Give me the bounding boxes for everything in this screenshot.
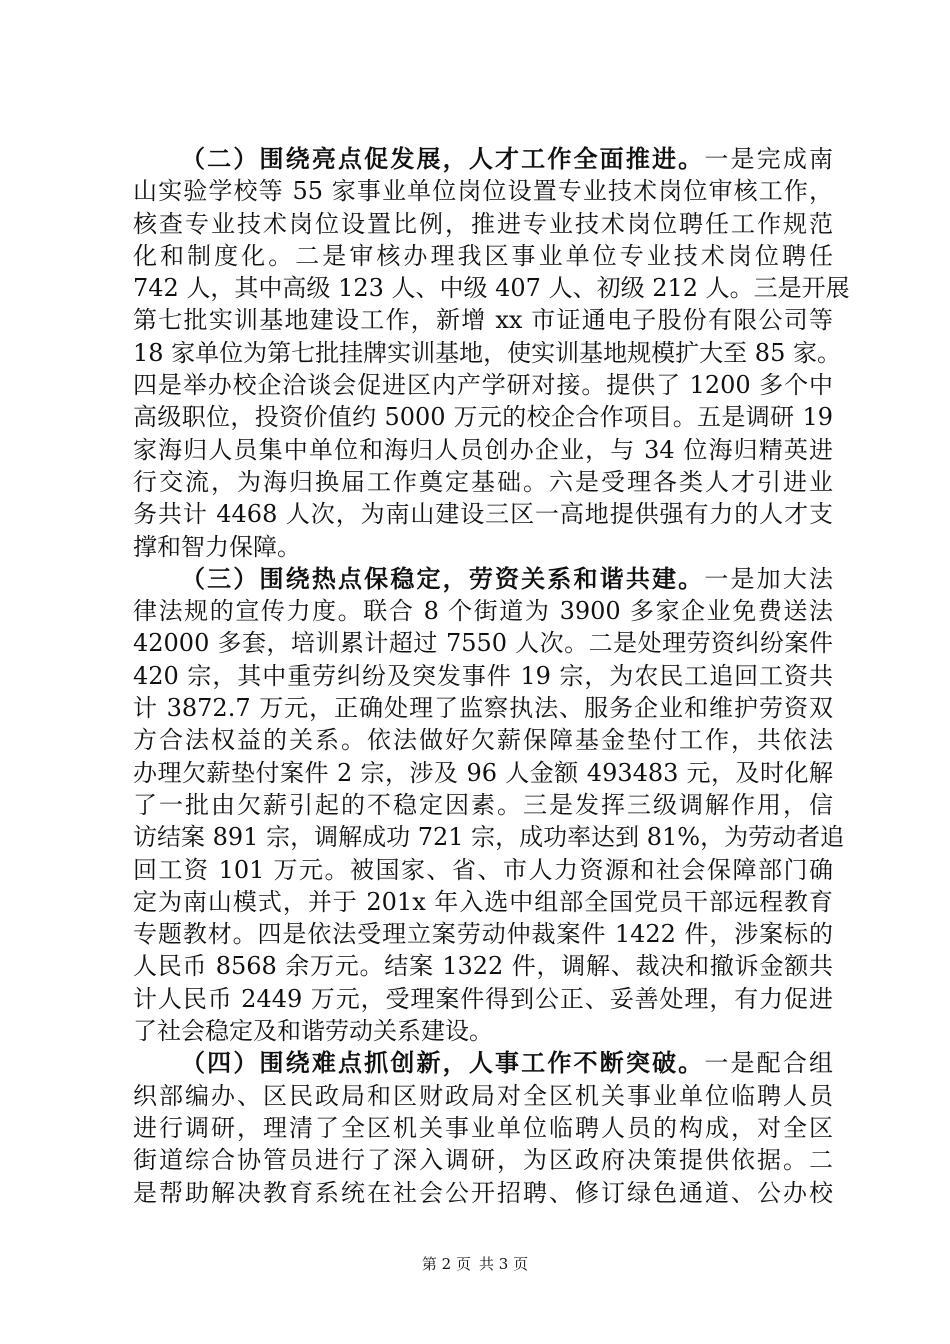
paragraph-line: 家海归人员集中单位和海归人员创办企业，与 34 位海归精英进 <box>133 435 833 464</box>
paragraph-line: 第七批实训基地建设工作，新增 xx 市证通电子股份有限公司等 <box>133 306 833 335</box>
document-body <box>133 143 850 1209</box>
paragraph-3-heading: （三）围绕热点保稳定，劳资关系和谐共建。 <box>181 563 705 593</box>
paragraph-line: 织部编办、区民政局和区财政局对全区机关事业单位临聘人员 <box>133 1081 833 1110</box>
paragraph-line: 务共计 4468 人次，为南山建设三区一高地提供强有力的人才支 <box>133 500 833 529</box>
paragraph-line: 行交流，为海归换届工作奠定基础。六是受理各类人才引进业 <box>133 467 833 496</box>
paragraph-line: 高级职位，投资价值约 5000 万元的校企合作项目。五是调研 19 <box>133 403 833 432</box>
paragraph-line: 街道综合协管员进行了深入调研，为区政府决策提供依据。二 <box>133 1146 833 1175</box>
paragraph-line: 访结案 891 宗，调解成功 721 宗，成功率达到 81%，为劳动者追 <box>133 823 845 852</box>
paragraph-2-heading: （二）围绕亮点促发展，人才工作全面推进。 <box>181 144 705 173</box>
paragraph-line: 了一批由欠薪引起的不稳定因素。三是发挥三级调解作用，信 <box>133 790 833 819</box>
paragraph-line: 山实验学校等 55 家事业单位岗位设置专业技术岗位审核工作， <box>133 177 833 206</box>
paragraph-3-line-1 <box>133 563 833 595</box>
paragraph-line: 742 人，其中高级 123 人、中级 407 人、初级 212 人。三是开展 <box>133 274 850 303</box>
paragraph-line: 了社会稳定及和谐劳动关系建设。 <box>133 1017 493 1046</box>
paragraph-line: 方合法权益的关系。依法做好欠薪保障基金垫付工作，共依法 <box>133 726 833 755</box>
paragraph-4-line-1 <box>133 1047 833 1079</box>
paragraph-line: 专题教材。四是依法受理立案劳动仲裁案件 1422 件，涉案标的 <box>133 920 833 949</box>
page-footer <box>0 1254 950 1274</box>
paragraph-line: 420 宗，其中重劳纠纷及突发事件 19 宗，为农民工追回工资共 <box>133 661 833 690</box>
page-number-total: 共 3 页 <box>479 1255 529 1273</box>
paragraph-line: 办理欠薪垫付案件 2 宗，涉及 96 人金额 493483 元，及时化解 <box>133 758 833 787</box>
paragraph-line: 回工资 101 万元。被国家、省、市人力资源和社会保障部门确 <box>133 855 833 884</box>
paragraph-4-text: 一是配合组 <box>704 1049 834 1078</box>
paragraph-line: 进行调研，理清了全区机关事业单位临聘人员的构成，对全区 <box>133 1113 833 1142</box>
paragraph-3-text: 一是加大法 <box>704 564 834 593</box>
paragraph-line: 四是举办校企洽谈会促进区内产学研对接。提供了 1200 多个中 <box>133 371 833 400</box>
paragraph-line: 化和制度化。二是审核办理我区事业单位专业技术岗位聘任 <box>133 241 833 270</box>
paragraph-2-text: 一是完成南 <box>704 145 834 173</box>
paragraph-line: 定为南山模式，并于 201x 年入选中组部全国党员干部远程教育 <box>133 887 833 916</box>
paragraph-4-heading: （四）围绕难点抓创新，人事工作不断突破。 <box>181 1048 705 1078</box>
paragraph-line: 撑和智力保障。 <box>133 532 301 561</box>
paragraph-line: 人民币 8568 余万元。结案 1322 件，调解、裁决和撤诉金额共 <box>133 952 833 981</box>
paragraph-line: 律法规的宣传力度。联合 8 个街道为 3900 多家企业免费送法 <box>133 597 833 626</box>
paragraph-line: 核查专业技术岗位设置比例，推进专业技术岗位聘任工作规范 <box>133 209 833 238</box>
paragraph-line: 计人民币 2449 万元，受理案件得到公正、妥善处理，有力促进 <box>133 984 833 1013</box>
paragraph-2-line-1 <box>133 143 833 175</box>
paragraph-line: 计 3872.7 万元，正确处理了监察执法、服务企业和维护劳资双 <box>133 694 833 723</box>
paragraph-line: 18 家单位为第七批挂牌实训基地，使实训基地规模扩大至 85 家。 <box>133 338 841 367</box>
paragraph-line: 42000 多套，培训累计超过 7550 人次。二是处理劳资纠纷案件 <box>133 629 833 658</box>
paragraph-line: 是帮助解决教育系统在社会公开招聘、修订绿色通道、公办校 <box>133 1178 833 1207</box>
page-number-current: 第 2 页 <box>421 1255 471 1273</box>
